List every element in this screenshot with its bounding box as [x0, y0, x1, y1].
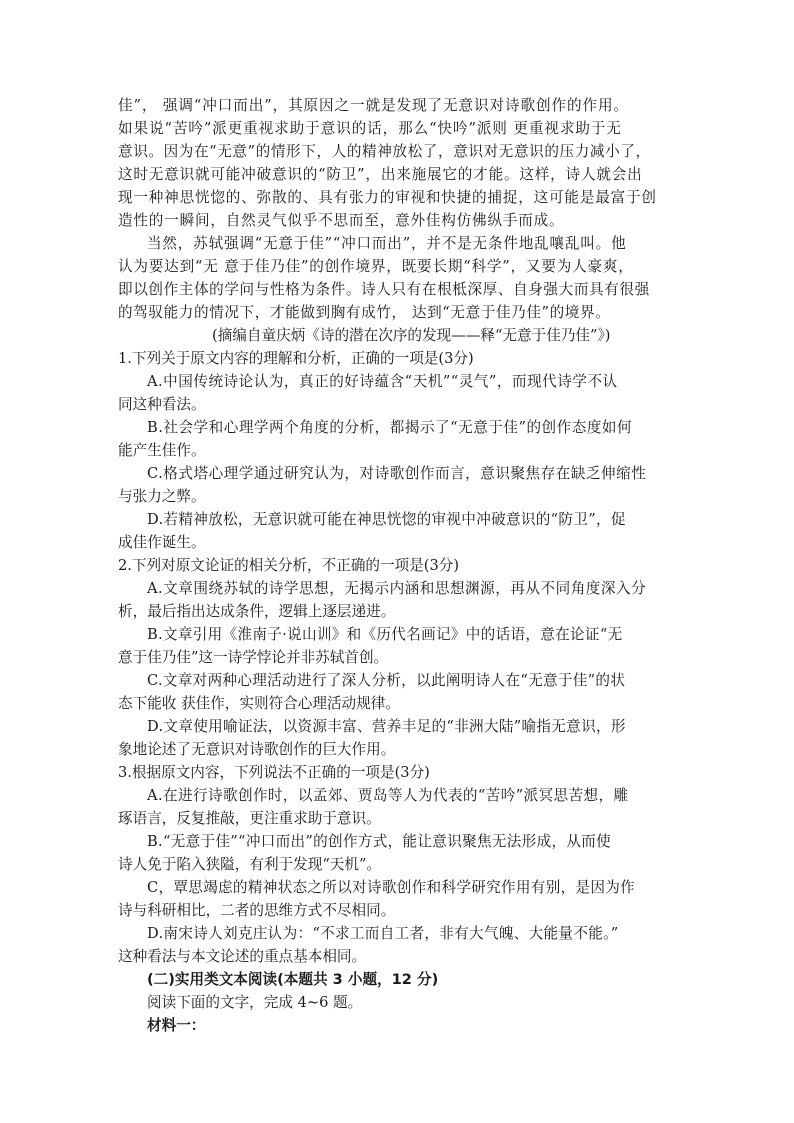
passage-line: 佳”， 强调“冲口而出”，其原因之一就是发现了无意识对诗歌创作的作用。: [118, 97, 629, 114]
question-2-option-c: C.文章对两种心理活动进行了深人分析，以此阐明诗人在“无意于佳”的状: [147, 672, 626, 689]
section-instruction: 阅读下面的文字，完成 4~6 题。: [147, 994, 363, 1011]
passage-line: 认为要达到“无 意于佳乃佳”的创作境界，既要长期“科学”，又要为人豪爽，: [118, 258, 634, 275]
question-3-option-a: A.在进行诗歌创作时，以孟郊、贾岛等人为代表的“苦吟”派冥思苦想，雕: [147, 787, 629, 804]
question-1-option-b-cont: 能产生佳作。: [118, 442, 206, 459]
question-1-option-c: C.格式塔心理学通过研究认为，对诗歌创作而言，意识聚焦存在缺乏伸缩性: [147, 465, 647, 482]
question-1-option-b: B.社会学和心理学两个角度的分析，都揭示了“无意于佳”的创作态度如何: [147, 419, 633, 436]
question-3-option-b-cont: 诗人免于陷入狭隘，有利于发现“天机”。: [118, 856, 382, 873]
question-2-option-d: D.文章使用喻证法，以资源丰富、营养丰足的“非洲大陆”喻指无意识，形: [147, 718, 626, 735]
question-3-option-c-cont: 诗与科研相比，二者的思维方式不尽相同。: [118, 902, 396, 919]
question-2-option-b-cont: 意于佳乃佳”这一诗学悖论并非苏轼首创。: [118, 649, 389, 666]
question-2-option-a-cont: 析，最后指出达成条件，逻辑上逐层递进。: [118, 603, 396, 620]
source-citation: (摘编自童庆炳《诗的潜在次序的发现——释“无意于佳乃佳”》): [212, 327, 611, 344]
question-1-option-d: D.若精神放松，无意识就可能在神思恍惚的审视中冲破意识的“防卫”，促: [147, 511, 626, 528]
passage-line: 这时无意识就可能冲破意识的“防卫”，出来施展它的才能。这样，诗人就会出: [118, 166, 643, 183]
question-2-option-a: A.文章围绕苏轼的诗学思想，无揭示内涵和思想渊源，再从不同角度深入分: [147, 580, 647, 597]
question-1-stem: 1.下列关于原文内容的理解和分析，正确的一项是(3分): [118, 350, 474, 367]
passage-line: 意识。因为在“无意”的情形下，人的精神放松了，意识对无意识的压力减小了，: [118, 143, 651, 160]
question-3-option-d: D.南宋诗人刘克庄认为：“不求工而自工者，非有大气魄、大能量不能。”: [147, 925, 619, 942]
question-1-option-d-cont: 成佳作诞生。: [118, 534, 206, 551]
question-2-option-c-cont: 态下能收 获佳作，实则符合心理活动规律。: [118, 695, 400, 712]
passage-line: 现一种神思恍惚的、弥散的、具有张力的审视和快捷的捕捉，这可能是最富于创: [118, 189, 657, 206]
material-label: 材料一：: [147, 1017, 206, 1034]
section-heading: (二)实用类文本阅读(本题共 3 小题，12 分): [147, 971, 439, 988]
question-2-stem: 2.下列对原文论证的相关分析，不正确的一项是(3分): [118, 557, 460, 574]
passage-line: 的驾驭能力的情况下，才能做到胸有成竹， 达到“无意于佳乃佳”的境界。: [118, 304, 611, 321]
question-1-option-c-cont: 与张力之弊。: [118, 488, 206, 505]
question-1-option-a: A.中国传统诗论认为，真正的好诗蕴含“天机”“灵气”，而现代诗学不认: [147, 373, 618, 390]
passage-line: 造性的一瞬间，自然灵气似乎不思而至，意外佳构仿佛纵手而成。: [118, 212, 565, 229]
question-3-option-c: C，覃思竭虑的精神状态之所以对诗歌创作和科学研究作用有别，是因为作: [147, 879, 636, 896]
question-3-option-d-cont: 这种看法与本文论述的重点基本相同。: [118, 948, 367, 965]
question-2-option-d-cont: 象地论述了无意识对诗歌创作的巨大作用。: [118, 741, 396, 758]
question-1-option-a-cont: 同这种看法。: [118, 396, 206, 413]
question-3-stem: 3.根据原文内容，下列说法不正确的一项是(3分): [118, 764, 430, 781]
question-2-option-b: B.文章引用《淮南子·说山训》和《历代名画记》中的话语，意在论证“无: [147, 626, 623, 643]
question-3-option-a-cont: 琢语言，反复推敲，更注重求助于意识。: [118, 810, 381, 827]
passage-line: 如果说“苦吟”派更重视求助于意识的话，那么“快吟”派则 更重视求助于无: [118, 120, 622, 137]
passage-line: 即以创作主体的学问与性格为条件。诗人只有在根柢深厚、自身强大而具有很强: [118, 281, 650, 298]
question-3-option-b: B.“无意于佳”“冲口而出”的创作方式，能让意识聚焦无法形成，从而使: [147, 833, 612, 850]
passage-line: 当然，苏轼强调“无意于佳”“冲口而出”，并不是无条件地乱嚷乱叫。他: [147, 235, 627, 252]
